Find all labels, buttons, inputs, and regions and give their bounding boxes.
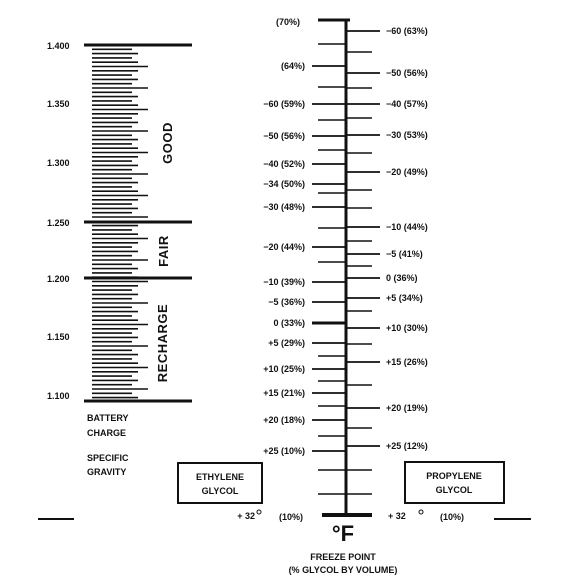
degree-mark-icon [257, 510, 261, 514]
ethylene-mark-label: (70%) [275, 17, 300, 27]
ethylene-mark-label: −60 (59%) [263, 99, 305, 109]
ethylene-mark-label: +10 (25%) [263, 364, 305, 374]
specific-gravity-ticks [84, 45, 192, 401]
ethylene-mark-label: + 32 [237, 511, 255, 521]
ethylene-mark-label: −40 (52%) [263, 159, 305, 169]
ethylene-mark-label: −20 (44%) [263, 242, 305, 252]
sg-label: 1.400 [47, 41, 70, 51]
propylene-mark-label: +15 (26%) [386, 357, 428, 367]
battery-caption-line1: BATTERY [87, 413, 129, 423]
propylene-mark-label: −50 (56%) [386, 68, 428, 78]
ethylene-mark-label: +5 (29%) [268, 338, 305, 348]
sg-label: 1.100 [47, 391, 70, 401]
propylene-mark-label: 0 (36%) [386, 273, 418, 283]
ethylene-mark-label: (64%) [280, 61, 305, 71]
zone-label-recharge: RECHARGE [155, 303, 170, 383]
ethylene-mark-label: −34 (50%) [263, 179, 305, 189]
sg-label: 1.350 [47, 99, 70, 109]
specific-gravity-labels [47, 41, 70, 401]
propylene-box-line1: PROPYLENE [426, 471, 482, 481]
zone-label-good: GOOD [160, 122, 175, 164]
ethylene-mark-label: +20 (18%) [263, 415, 305, 425]
propylene-mark-label: −5 (41%) [386, 249, 423, 259]
battery-caption-line3: SPECIFIC [87, 453, 129, 463]
propylene-mark-label: −10 (44%) [386, 222, 428, 232]
propylene-mark-label: −60 (63%) [386, 26, 428, 36]
ethylene-mark-label: −50 (56%) [263, 131, 305, 141]
freeze-point-caption: FREEZE POINT [310, 552, 376, 562]
glycol-volume-caption: (% GLYCOL BY VOLUME) [288, 565, 398, 575]
ethylene-glycol-marks [237, 17, 346, 521]
propylene-mark-label: −40 (57%) [386, 99, 428, 109]
propylene-box-line2: GLYCOL [435, 485, 473, 495]
propylene-mark-label: +5 (34%) [386, 293, 423, 303]
ethylene-box-line2: GLYCOL [201, 486, 239, 496]
ethylene-mark-label: −5 (36%) [268, 297, 305, 307]
battery-caption-line2: CHARGE [87, 428, 127, 438]
propylene-bottom-percent: (10%) [440, 512, 465, 522]
ethylene-mark-label: −10 (39%) [263, 277, 305, 287]
zone-label-fair: FAIR [156, 235, 171, 267]
ethylene-glycol-box [178, 463, 262, 503]
ethylene-mark-label: −30 (48%) [263, 202, 305, 212]
propylene-mark-label: +20 (19%) [386, 403, 428, 413]
battery-caption-line4: GRAVITY [87, 467, 127, 477]
degree-mark-icon [419, 510, 423, 514]
sg-label: 1.250 [47, 218, 70, 228]
propylene-mark-label: −20 (49%) [386, 167, 428, 177]
propylene-mark-label: +25 (12%) [386, 441, 428, 451]
sg-label: 1.200 [47, 274, 70, 284]
ethylene-mark-label: 0 (33%) [273, 318, 305, 328]
propylene-glycol-marks [346, 26, 428, 521]
battery-specific-gravity-scale [47, 41, 192, 477]
ethylene-bottom-percent: (10%) [278, 512, 303, 522]
propylene-mark-label: + 32 [388, 511, 406, 521]
ethylene-mark-label: +15 (21%) [263, 388, 305, 398]
ethylene-box-line1: ETHYLENE [195, 472, 245, 482]
sg-label: 1.300 [47, 158, 70, 168]
ethylene-mark-label: +25 (10%) [263, 446, 305, 456]
fahrenheit-unit-label: °F [331, 521, 355, 546]
propylene-mark-label: +10 (30%) [386, 323, 428, 333]
sg-label: 1.150 [47, 332, 70, 342]
propylene-mark-label: −30 (53%) [386, 130, 428, 140]
propylene-glycol-box [405, 462, 504, 503]
